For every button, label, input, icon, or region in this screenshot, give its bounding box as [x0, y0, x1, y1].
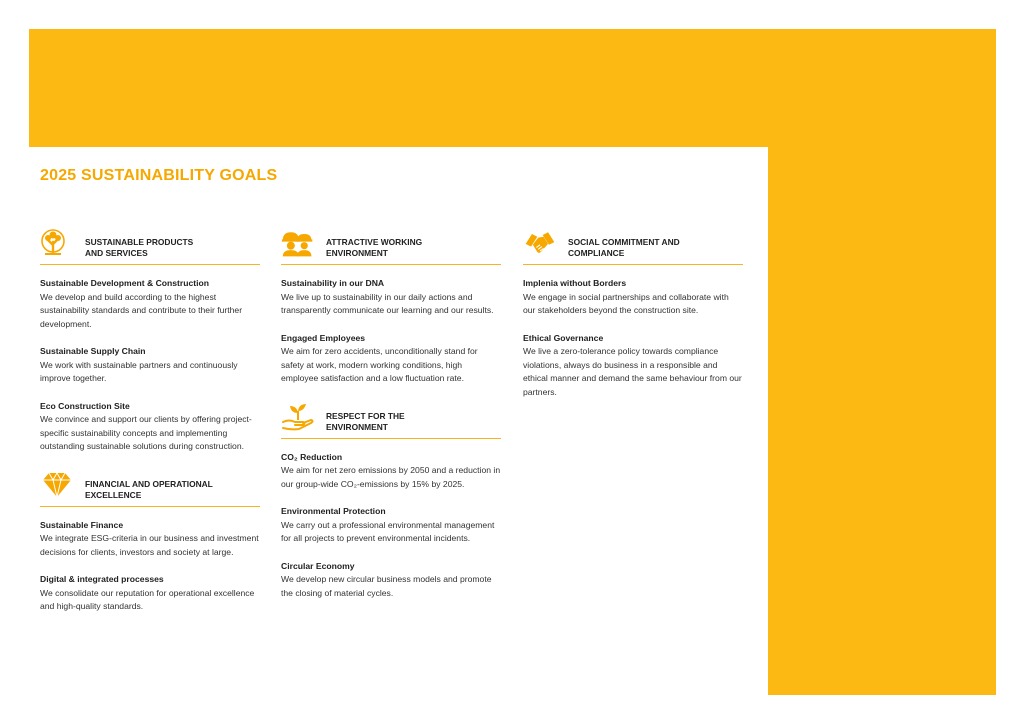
goal-item: Ethical Governance We live a zero-tolerance policy towards compliance violations, always do business in a responsible and ethical manner and demand the same behaviour from our partners. [523, 332, 742, 397]
category-header [40, 468, 260, 507]
plant-hand-icon [281, 402, 315, 432]
goal-item: Sustainable Development & Construction We develop and build according to the highest sustainability standards and contribute to their further development. [40, 278, 243, 329]
category-title: RESPECT FOR THE ENVIRONMENT [326, 410, 405, 432]
tree-icon [40, 228, 74, 258]
goal-item: Digital & integrated processes We consolidate our reputation for operational excellence and high-quality standards. [40, 574, 255, 611]
category-title: FINANCIAL AND OPERATIONAL EXCELLENCE [85, 478, 213, 500]
goal-item: Circular Economy We develop new circular business models and promote the closing of material cycles. [281, 560, 492, 598]
goal-item: Sustainability in our DNA We live up to sustainability in our daily actions and transparently communicate our learning and our results. [281, 278, 494, 315]
column-3 [523, 226, 743, 413]
goal-item: Implenia without Borders We engage in social partnerships and collaborate with our stakeholders beyond the construction site. [523, 278, 729, 315]
goal-item: CO₂ Reduction We aim for net zero emissions by 2050 and a reduction in our group-wide CO₂-emissions by 15% by 2025. [281, 451, 501, 489]
workers-icon [281, 228, 315, 258]
goal-item: Sustainable Finance We integrate ESG-criteria in our business and investment decisions for clients, investors and society at large. [40, 519, 259, 557]
page-title: 2025 SUSTAINABILITY GOALS [40, 167, 278, 184]
category-title: ATTRACTIVE WORKING ENVIRONMENT [326, 237, 423, 258]
column-1 [40, 226, 260, 628]
category-header [523, 226, 743, 265]
diamond-icon [40, 470, 74, 500]
handshake-icon [523, 228, 557, 258]
right-accent-band [768, 147, 996, 695]
column-2 [281, 226, 501, 614]
top-accent-band [29, 29, 996, 147]
category-header [281, 226, 501, 265]
category-header [281, 400, 501, 439]
category-title: SOCIAL COMMITMENT AND COMPLIANCE [568, 237, 680, 258]
goal-item: Sustainable Supply Chain We work with sustainable partners and continuously improve together. [40, 346, 238, 383]
goal-item: Eco Construction Site We convince and support our clients by offering project-specific sustainability concepts and implementing outstanding sustainable solutions during construction. [40, 400, 252, 451]
goal-item: Engaged Employees We aim for zero accidents, unconditionally stand for safety at work, modern working conditions, high employee satisfaction and a low fluctuation rate. [281, 332, 478, 383]
category-title: SUSTAINABLE PRODUCTS AND SERVICES [85, 237, 194, 258]
category-header [40, 226, 260, 265]
goal-item: Environmental Protection We carry out a professional environmental management for all projects to prevent environmental incidents. [281, 506, 495, 543]
